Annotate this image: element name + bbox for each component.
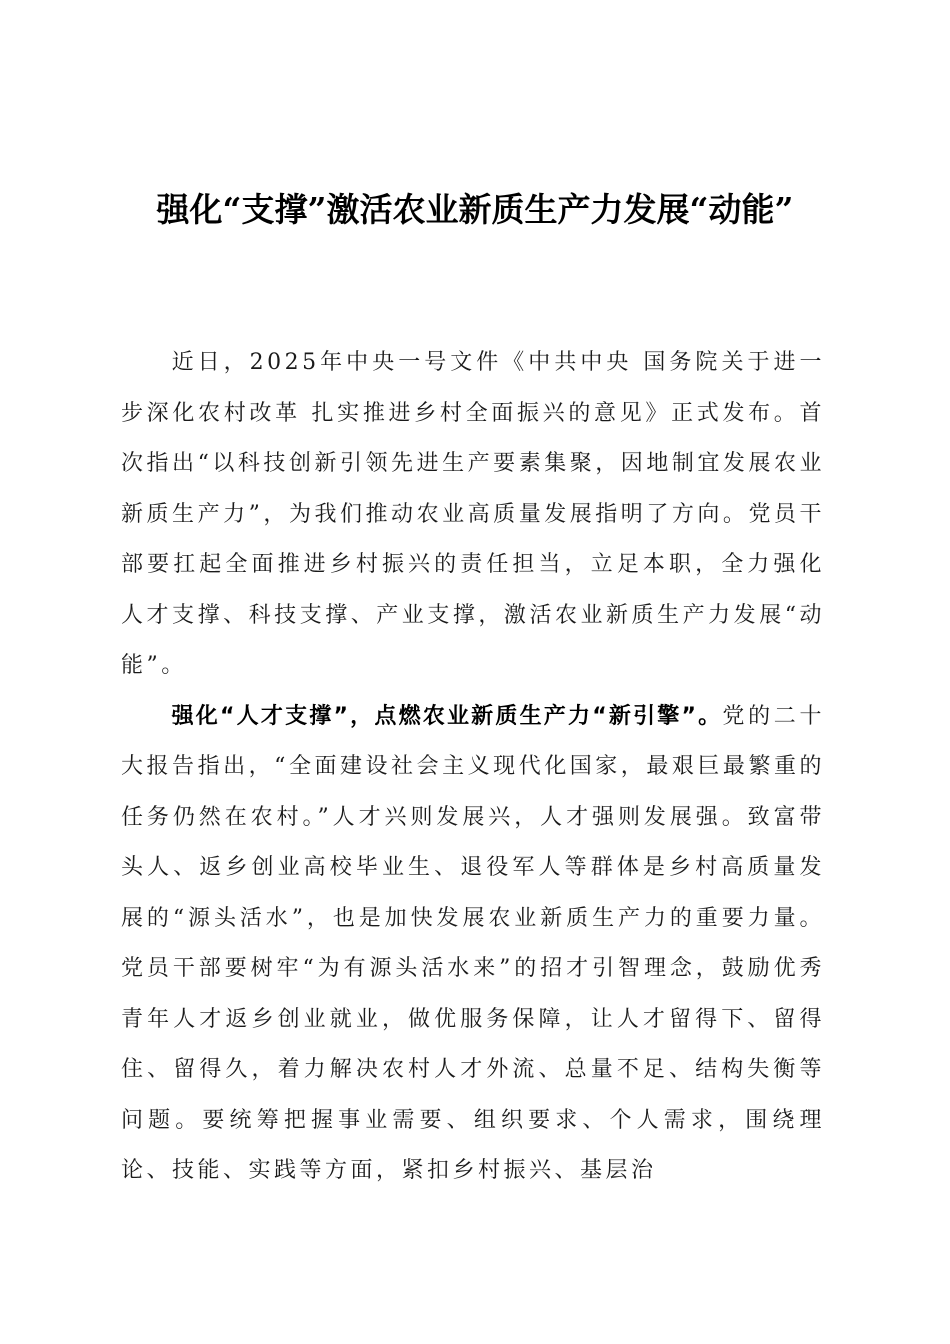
- document-title: 强化“支撑”激活农业新质生产力发展“动能”: [156, 190, 794, 229]
- paragraph-intro-text: 近日，2025年中央一号文件《中共中央 国务院关于进一步深化农村改革 扎实推进乡村全面振兴的意见》正式发布。首次指出“以科技创新引领先进生产要素集聚，因地制宜发展农业新质生产力”，为我们推动农业高质量发展指明了方向。党员干部要扛起全面推进乡村振兴的责任担当，立足本职，全力强化人才支撑、科技支撑、产业支撑，激活农业新质生产力发展“动能”。: [121, 350, 825, 678]
- paragraph-talent-support-text: 党的二十大报告指出，“全面建设社会主义现代化国家，最艰巨最繁重的任务仍然在农村。”人才兴则发展兴，人才强则发展强。致富带头人、返乡创业高校毕业生、退役军人等群体是乡村高质量发展的“源头活水”，也是加快发展农业新质生产力的重要力量。党员干部要树牢“为有源头活水来”的招才引智理念，鼓励优秀青年人才返乡创业就业，做优服务保障，让人才留得下、留得住、留得久，着力解决农村人才外流、总量不足、结构失衡等问题。要统筹把握事业需要、组织要求、个人需求，围绕理论、技能、实践等方面，紧扣乡村振兴、基层治: [121, 703, 825, 1183]
- paragraph-lead-heading: 强化“人才支撑”，点燃农业新质生产力“新引擎”。: [171, 703, 723, 729]
- paragraph-intro: [121, 338, 825, 692]
- document-body: [121, 338, 825, 1197]
- paragraph-talent-support: [121, 692, 825, 1197]
